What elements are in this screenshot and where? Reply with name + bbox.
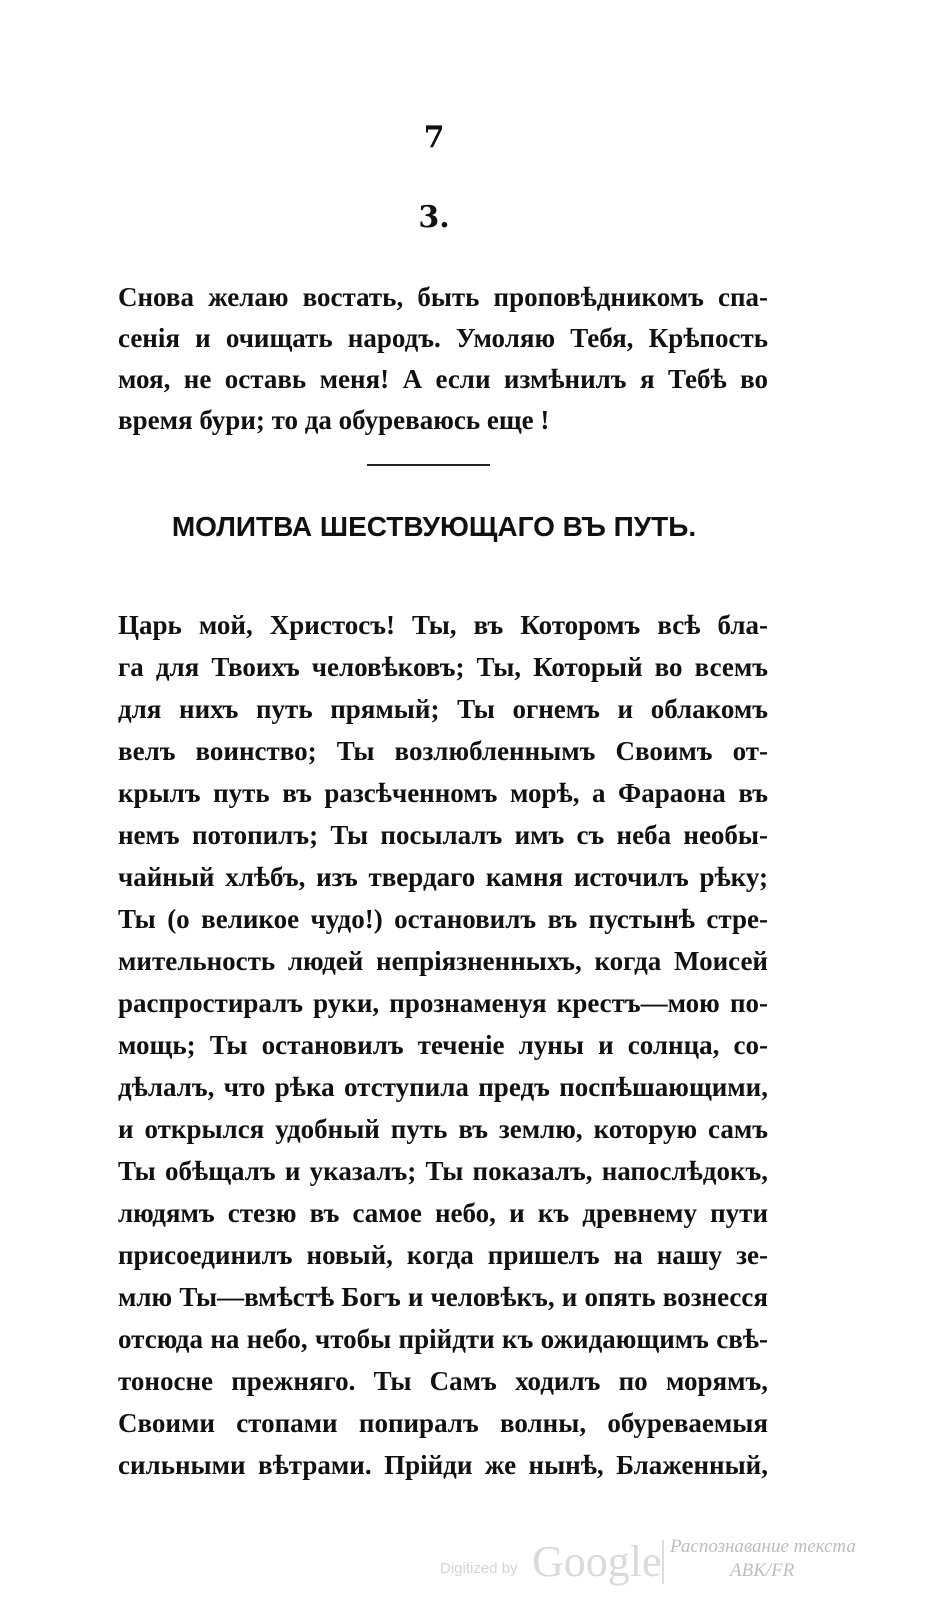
text-line: людямъ стезю въ самое небо, и къ древнему пути: [118, 1198, 768, 1228]
text-line: распростиралъ руки, прознаменуя крестъ—мою по-: [118, 988, 768, 1018]
text-line: дѣлалъ, что рѣка отступила предъ поспѣшающими,: [118, 1072, 768, 1102]
text-line: отсюда на небо, чтобы прійдти къ ожидающимъ свѣ-: [118, 1324, 768, 1354]
text-line: сенія и очищать народъ. Умоляю Тебя, Крѣпость: [118, 323, 768, 353]
text-line: Царь мой, Христосъ! Ты, въ Которомъ всѣ бла-: [118, 610, 768, 640]
google-logo: Google: [532, 1537, 662, 1586]
text-line: Ты обѣщалъ и указалъ; Ты показалъ, напослѣдокъ,: [118, 1156, 768, 1186]
paragraph-prayer: [118, 604, 768, 1486]
text-line: млю Ты—вмѣстѣ Богъ и человѣкъ, и опять вознесся: [118, 1282, 768, 1312]
ocr-credit-text: Распознавание текста: [670, 1536, 856, 1557]
text-line: присоединилъ новый, когда пришелъ на нашу зе-: [118, 1240, 768, 1270]
section-number: 3.: [418, 200, 450, 235]
section-divider: [367, 464, 490, 466]
paragraph-section-3: [118, 277, 768, 441]
text-line: га для Твоихъ человѣковъ; Ты, Который во всемъ: [118, 652, 768, 682]
text-line: чайный хлѣбъ, изъ твердаго камня источилъ рѣку;: [118, 862, 768, 892]
digitization-watermark: [440, 1536, 920, 1586]
text-line: Своими стопами попиралъ волны, обуреваемыя: [118, 1408, 768, 1438]
ocr-credit-initials: ABK/FR: [730, 1560, 795, 1581]
text-line: велъ воинство; Ты возлюбленнымъ Своимъ от-: [118, 736, 768, 766]
text-line: и открылся удобный путь въ землю, которую самъ: [118, 1114, 768, 1144]
text-line: Ты (о великое чудо!) остановилъ въ пустынѣ стре-: [118, 904, 768, 934]
prayer-title: МОЛИТВА ШЕСТВУЮЩАГО ВЪ ПУТЬ.: [171, 511, 697, 542]
watermark-divider: [662, 1540, 664, 1584]
text-line: для нихъ путь прямый; Ты огнемъ и облакомъ: [118, 694, 768, 724]
text-line: Снова желаю востать, быть проповѣдникомъ спа-: [118, 282, 768, 312]
text-line: сильными вѣтрами. Прійди же нынѣ, Блаженный,: [118, 1450, 768, 1480]
text-line: моя, не оставь меня! А если измѣнилъ я Тебѣ во: [118, 364, 768, 394]
digitized-by-text: Digitized by: [440, 1560, 518, 1577]
text-line: крылъ путь въ разсѣченномъ морѣ, а Фараона въ: [118, 778, 768, 808]
text-line: мощь; Ты остановилъ теченіе луны и солнца, со-: [118, 1030, 768, 1060]
text-line: немъ потопилъ; Ты посылалъ имъ съ неба необы-: [118, 820, 768, 850]
text-line: тоносне прежняго. Ты Самъ ходилъ по морямъ,: [118, 1366, 768, 1396]
text-line: мительность людей непріязненныхъ, когда Моисей: [118, 946, 768, 976]
text-line: время бури; то да обуреваюсь еще !: [118, 405, 550, 435]
page-number: 7: [423, 120, 445, 155]
